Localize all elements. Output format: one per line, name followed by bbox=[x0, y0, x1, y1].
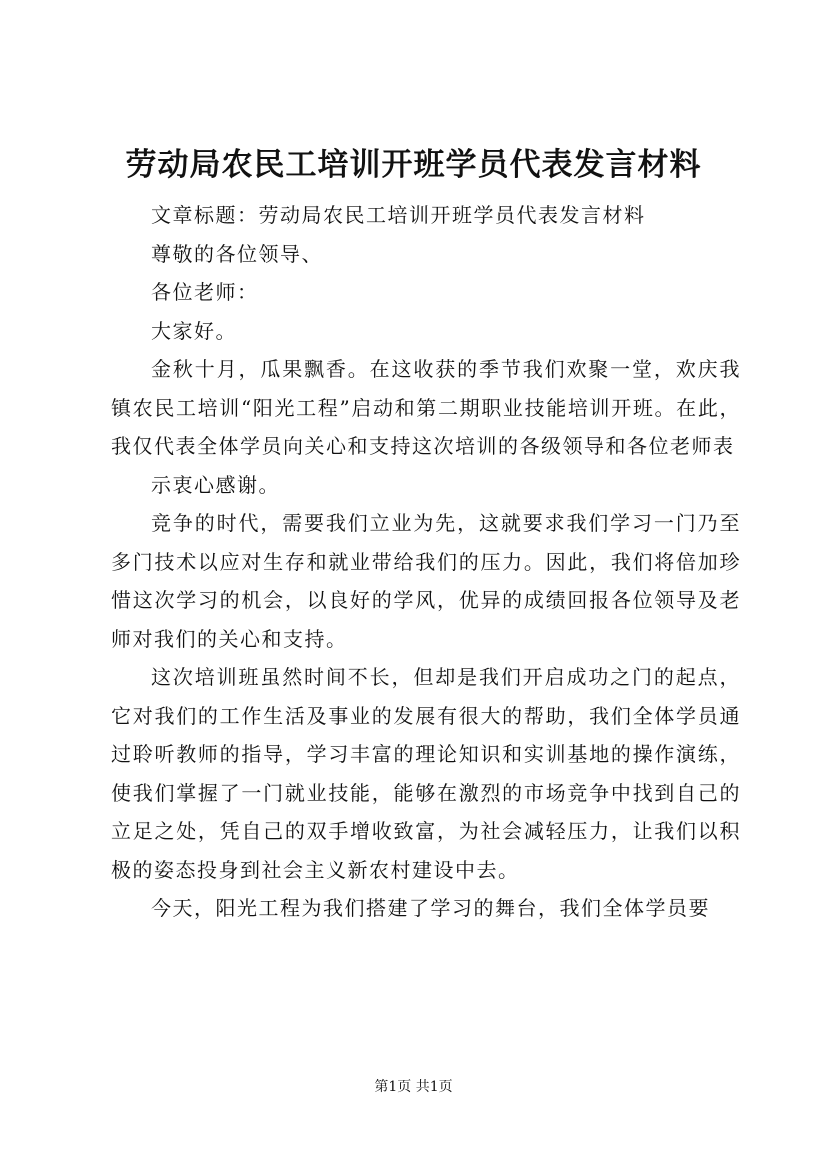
paragraph: 这次培训班虽然时间不长，但却是我们开启成功之门的起点，它对我们的工作生活及事业的发展有很大的帮助，我们全体学员通过聆听教师的指导，学习丰富的理论知识和实训基地的操作演练，使我们掌握了一门就业技能，能够在激烈的市场竞争中找到自己的立足之处，凭自己的双手增收致富，为社会减轻压力，让我们以积极的姿态投身到社会主义新农村建设中去。 bbox=[111, 665, 741, 882]
paragraph: 今天，阳光工程为我们搭建了学习的舞台，我们全体学员要 bbox=[151, 896, 710, 920]
paragraph: 大家好。 bbox=[151, 318, 237, 343]
paragraph: 示衷心感谢。 bbox=[151, 472, 280, 497]
page-footer: 第1页 共1页 bbox=[374, 1079, 453, 1095]
paragraph: 竞争的时代，需要我们立业为先，这就要求我们学习一门乃至多门技术以应对生存和就业带给我们的压力。因此，我们将倍加珍惜这次学习的机会，以良好的学风，优异的成绩回报各位领导及老师对我们的关心和支持。 bbox=[111, 511, 741, 651]
paragraph: 各位老师： bbox=[151, 280, 259, 304]
document-body bbox=[111, 196, 741, 928]
paragraph: 尊敬的各位领导、 bbox=[151, 241, 323, 266]
paragraph: 文章标题：劳动局农民工培训开班学员代表发言材料 bbox=[151, 203, 646, 227]
paragraph: 金秋十月，瓜果飘香。在这收获的季节我们欢聚一堂，欢庆我镇农民工培训“阳光工程”启动和第二期职业技能培训开班。在此，我仅代表全体学员向关心和支持这次培训的各级领导和各位老师表 bbox=[111, 357, 741, 458]
document-title: 劳动局农民工培训开班学员代表发言材料 bbox=[125, 147, 702, 183]
